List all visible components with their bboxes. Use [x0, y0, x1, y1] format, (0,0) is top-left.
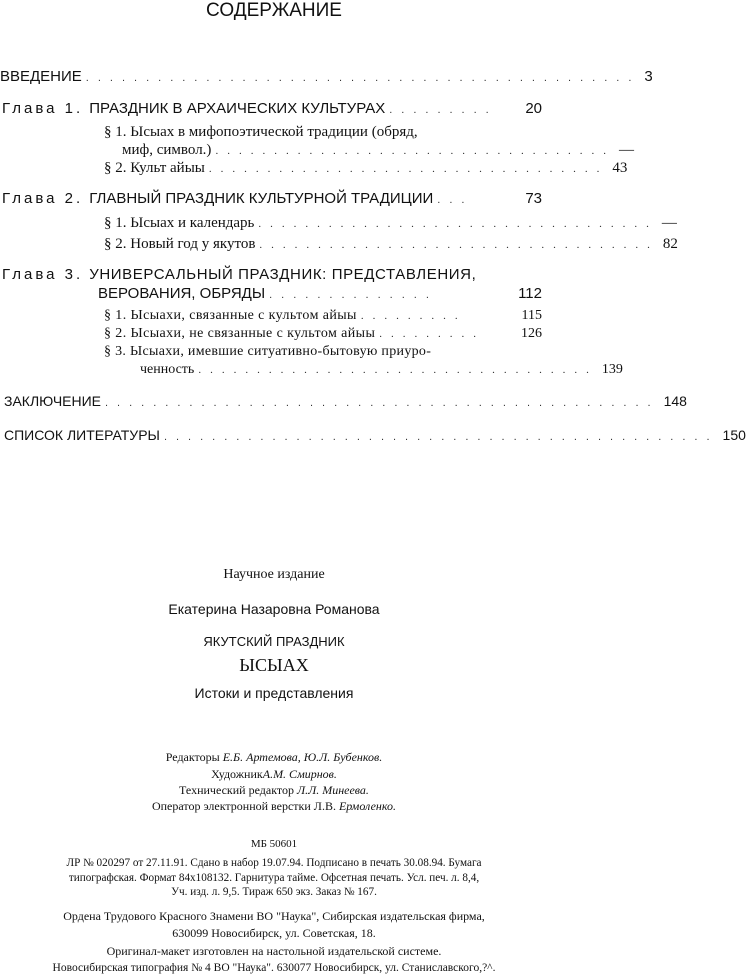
chapter-prefix: Глава 1.	[2, 100, 84, 117]
toc-section-3-2[interactable]	[104, 326, 542, 342]
toc-section-1-1-line1: § 1. Ысыах в мифопоэтической традиции (обряд,	[104, 124, 418, 140]
leader-dots: ..................................	[258, 218, 658, 230]
tech-editor-label: Технический редактор	[179, 783, 294, 797]
toc-page: —	[661, 215, 677, 231]
toc-section-2-2[interactable]	[104, 236, 678, 253]
book-title-main: ЫСЫАХ	[239, 655, 309, 675]
toc-label: ВЕРОВАНИЯ, ОБРЯДЫ	[98, 285, 266, 302]
toc-label: УНИВЕРСАЛЬНЫЙ ПРАЗДНИК: ПРЕДСТАВЛЕНИЯ,	[89, 266, 477, 283]
toc-page: 112	[518, 285, 542, 302]
editors-names: Е.Б. Артемова, Ю.Л. Бубенков.	[222, 750, 383, 764]
chapter-prefix: Глава 3.	[2, 266, 84, 283]
leader-dots: ..................................	[208, 163, 609, 175]
mb-code: МБ 50601	[250, 838, 298, 850]
toc-page: 20	[525, 100, 542, 117]
toc-label: ВВЕДЕНИЕ	[0, 68, 82, 85]
leader-dots: .........	[360, 310, 467, 322]
toc-section-2-1[interactable]	[104, 215, 677, 232]
editors-label: Редакторы	[165, 750, 220, 764]
imprint-line-2: типографская. Формат 84x108132. Гарнитура тайме. Офсетная печать. Усл. печ. л. 8,4,	[68, 872, 480, 884]
toc-label: ченность	[140, 362, 195, 377]
imprint-line-3: Уч. изд. л. 9,5. Тираж 650 экз. Заказ № 167.	[171, 886, 377, 898]
toc-section-1-1[interactable]	[122, 142, 634, 159]
toc-label: § 1. Ысыах и календарь	[104, 215, 255, 231]
toc-label: § 2. Культ айыы	[104, 160, 205, 176]
artist-name: А.М. Смирнов.	[262, 767, 337, 781]
publisher-line-2: 630099 Новосибирск, ул. Советская, 18.	[172, 926, 376, 940]
layout-note: Оригинал-макет изготовлен на настольной издательской системе.	[106, 944, 442, 958]
leader-dots: .........	[389, 104, 498, 116]
operator-name: Ермоленко.	[338, 799, 397, 813]
tech-editor-line	[0, 783, 548, 798]
toc-entry-bibliography[interactable]	[4, 427, 746, 443]
toc-section-3-3[interactable]	[140, 362, 623, 378]
book-title: ЯКУТСКИЙ ПРАЗДНИК	[203, 634, 345, 649]
leader-dots: ..................................	[198, 364, 598, 376]
imprint-line-1: ЛР № 020297 от 27.11.91. Сдано в набор 19.07.94. Подписано в печать 30.08.94. Бумага	[66, 857, 482, 869]
leader-dots: .........	[379, 328, 486, 340]
toc-label: ПРАЗДНИК В АРХАИЧЕСКИХ КУЛЬТУРАХ	[89, 100, 386, 117]
toc-page: 150	[722, 427, 746, 443]
toc-entry-chapter-2[interactable]	[2, 190, 542, 207]
leader-dots: ..............................................	[85, 72, 641, 84]
toc-label: § 2. Новый год у якутов	[104, 236, 256, 252]
toc-entry-conclusion[interactable]	[4, 393, 687, 409]
author-name: Екатерина Назаровна Романова	[168, 601, 380, 617]
toc-label: ЗАКЛЮЧЕНИЕ	[4, 393, 101, 409]
artist-label: Художник	[211, 767, 263, 781]
toc-label: ГЛАВНЫЙ ПРАЗДНИК КУЛЬТУРНОЙ ТРАДИЦИИ	[89, 190, 434, 207]
toc-label: § 2. Ысыахи, не связанные с культом айыы	[104, 326, 376, 341]
toc-page: 126	[521, 326, 542, 341]
toc-label: СПИСОК ЛИТЕРАТУРЫ	[4, 427, 160, 443]
printer-line: Новосибирская типография № 4 ВО "Наука". 630077 Новосибирск, ул. Станиславского,?^.	[52, 962, 496, 974]
toc-label: миф, символ.)	[122, 142, 212, 158]
leader-dots: ...	[437, 194, 474, 206]
toc-page: 139	[601, 362, 623, 377]
toc-page: 43	[612, 160, 628, 176]
page-title: СОДЕРЖАНИЕ	[206, 0, 342, 21]
edition-type: Научное издание	[223, 567, 325, 582]
toc-page: 82	[662, 236, 678, 252]
toc-page: 3	[644, 68, 653, 85]
toc-entry-chapter-3[interactable]	[98, 285, 542, 302]
toc-page: —	[618, 142, 634, 158]
toc-entry-chapter-3-line1	[2, 266, 502, 283]
publisher-line-1: Ордена Трудового Красного Знамени ВО "Наука", Сибирская издательская фирма,	[63, 909, 485, 923]
book-subtitle: Истоки и представления	[194, 685, 354, 701]
operator-label: Оператор электронной верстки Л.В.	[151, 799, 336, 813]
toc-page: 115	[521, 308, 542, 323]
tech-editor-name: Л.Л. Минеева.	[296, 783, 369, 797]
chapter-prefix: Глава 2.	[2, 190, 84, 207]
leader-dots: ..............................................	[105, 397, 660, 409]
toc-section-3-3-line1: § 3. Ысыахи, имевшие ситуативно-бытовую приуро-	[104, 344, 432, 359]
editors-line	[0, 750, 548, 765]
toc-entry-chapter-1[interactable]	[2, 100, 542, 117]
leader-dots: ..................................	[259, 239, 659, 251]
toc-page: 73	[525, 190, 542, 207]
operator-line	[0, 799, 548, 814]
toc-section-3-1[interactable]	[104, 308, 542, 324]
artist-line	[0, 767, 548, 782]
leader-dots: ..................................	[215, 145, 615, 157]
toc-page: 148	[663, 393, 687, 409]
toc-entry-intro[interactable]	[0, 68, 653, 85]
leader-dots: ..............................................	[163, 431, 719, 443]
leader-dots: ..............	[269, 289, 438, 301]
toc-label: § 1. Ысыахи, связанные с культом айыы	[104, 308, 357, 323]
toc-section-1-2[interactable]	[104, 160, 628, 177]
